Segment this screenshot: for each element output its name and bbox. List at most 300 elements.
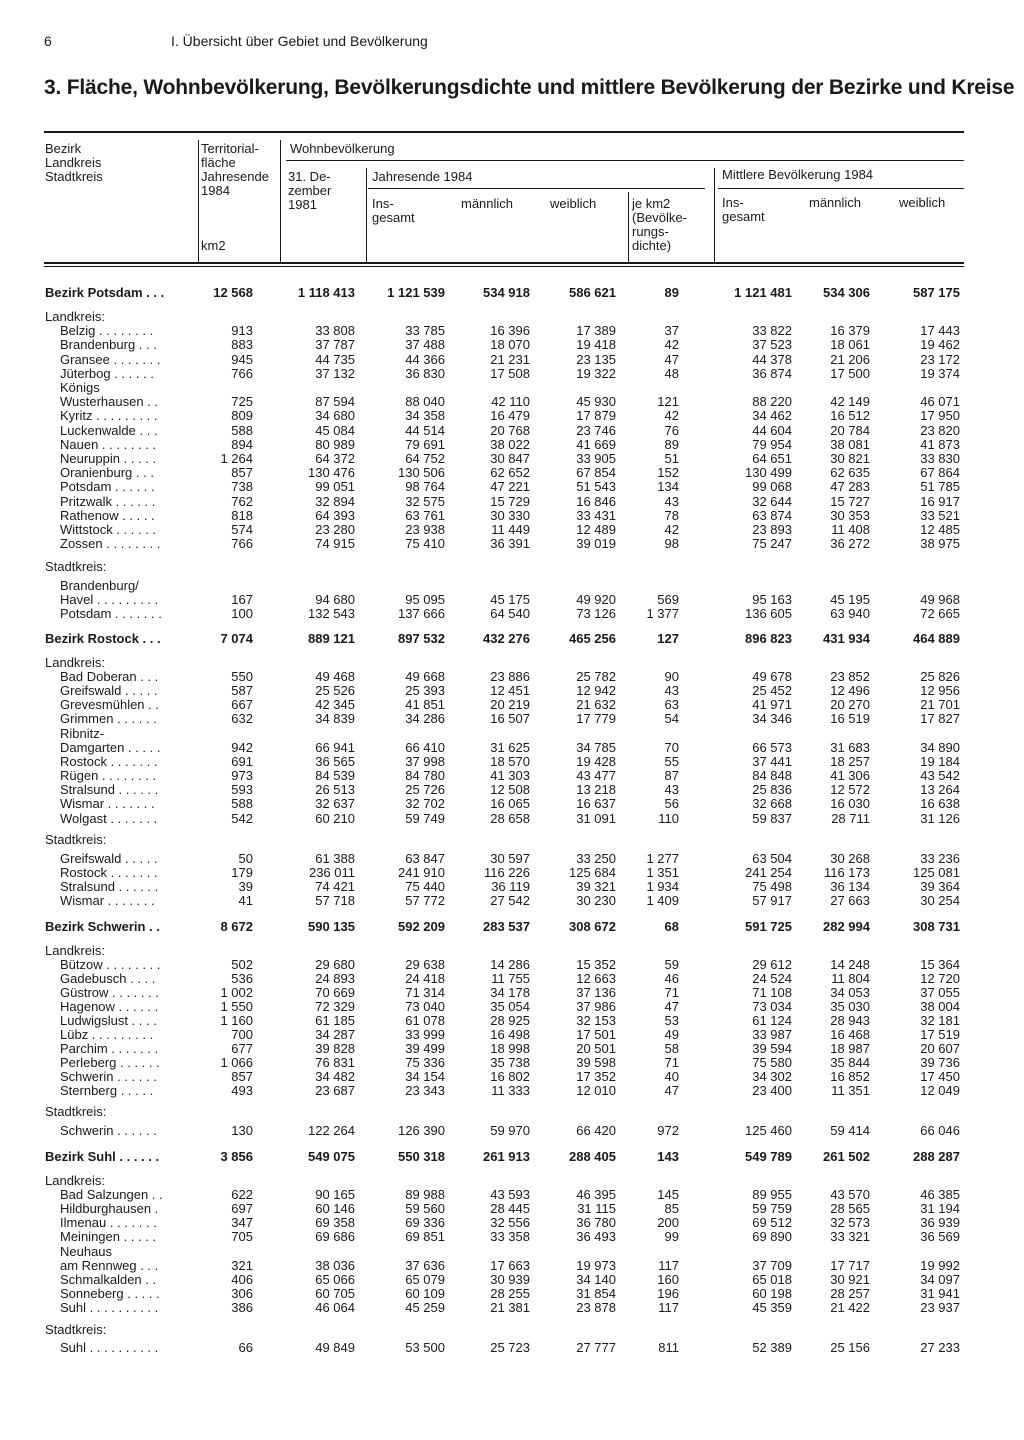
kreis-label: Suhl . . . . . . . . . . — [60, 1340, 159, 1355]
density-cell: 569 — [657, 592, 679, 607]
density-cell: 63 — [664, 697, 679, 712]
avg-female-cell: 36 569 — [920, 1229, 960, 1244]
female1984-cell: 31 854 — [576, 1286, 616, 1301]
area-cell: 677 — [231, 1041, 253, 1056]
kreis-label: Ludwigslust . . . . — [60, 1013, 157, 1028]
density-cell: 43 — [664, 683, 679, 698]
avg-female-cell: 31 194 — [920, 1201, 960, 1216]
kreis-label: Ilmenau . . . . . . . — [60, 1215, 157, 1230]
density-cell: 68 — [664, 919, 679, 934]
pop1981-cell: 26 513 — [315, 782, 355, 797]
kreis-label: Gransee . . . . . . . — [60, 352, 161, 367]
pop1981-cell: 23 687 — [315, 1083, 355, 1098]
kreis-label: Havel . . . . . . . . . — [60, 592, 159, 607]
total1984-cell: 241 910 — [398, 865, 445, 880]
area-cell: 321 — [231, 1258, 253, 1273]
pop1981-cell: 64 393 — [315, 508, 355, 523]
avg-male-cell: 28 711 — [831, 811, 870, 826]
pop1981-cell: 45 084 — [315, 423, 355, 438]
area-cell: 818 — [231, 508, 253, 523]
pop1981-cell: 84 539 — [315, 768, 355, 783]
kreis-label: Luckenwalde . . . — [60, 423, 158, 438]
avg-total-cell: 23 400 — [752, 1083, 792, 1098]
female1984-cell: 16 846 — [576, 494, 616, 509]
total1984-cell: 49 668 — [405, 669, 445, 684]
kreis-label: Neuhaus — [60, 1244, 113, 1259]
pop1981-cell: 590 135 — [308, 919, 355, 934]
avg-male-cell: 18 257 — [830, 754, 870, 769]
density-cell: 58 — [664, 1041, 679, 1056]
area-cell: 705 — [231, 1229, 253, 1244]
female1984-cell: 20 501 — [576, 1041, 616, 1056]
area-cell: 857 — [231, 465, 253, 480]
density-cell: 46 — [664, 971, 679, 986]
avg-female-cell: 41 873 — [920, 437, 960, 452]
area-cell: 587 — [231, 683, 253, 698]
total1984-cell: 33 999 — [405, 1027, 445, 1042]
avg-male-cell: 34 053 — [830, 985, 870, 1000]
density-cell: 1 377 — [646, 606, 679, 621]
header-landkreis: Landkreis — [45, 155, 102, 170]
area-cell: 1 160 — [220, 1013, 253, 1028]
female1984-cell: 39 019 — [576, 536, 616, 551]
male1984-cell: 28 255 — [490, 1286, 530, 1301]
pop1981-cell: 34 287 — [315, 1027, 355, 1042]
header-dez-line3: 1981 — [288, 197, 317, 212]
section-label: Landkreis: — [45, 309, 105, 324]
area-cell: 542 — [231, 811, 253, 826]
female1984-cell: 34 140 — [576, 1272, 616, 1287]
area-cell: 945 — [231, 352, 253, 367]
area-cell: 697 — [231, 1201, 253, 1216]
avg-total-cell: 49 678 — [752, 669, 792, 684]
male1984-cell: 16 498 — [490, 1027, 530, 1042]
avg-male-cell: 431 934 — [823, 631, 870, 646]
density-cell: 1 934 — [646, 879, 679, 894]
female1984-cell: 46 395 — [576, 1187, 616, 1202]
pop1981-cell: 34 482 — [315, 1069, 355, 1084]
total1984-cell: 126 390 — [398, 1123, 445, 1138]
area-cell: 762 — [231, 494, 253, 509]
male1984-cell: 64 540 — [490, 606, 530, 621]
female1984-cell: 27 777 — [576, 1340, 616, 1355]
total1984-cell: 897 532 — [398, 631, 445, 646]
avg-total-cell: 130 499 — [745, 465, 792, 480]
avg-total-cell: 34 346 — [752, 711, 792, 726]
avg-female-cell: 308 731 — [913, 919, 960, 934]
avg-male-cell: 31 683 — [830, 740, 870, 755]
pop1981-cell: 69 686 — [315, 1229, 355, 1244]
total1984-cell: 75 336 — [405, 1055, 445, 1070]
male1984-cell: 45 175 — [490, 592, 530, 607]
kreis-label: Belzig . . . . . . . . — [60, 323, 154, 338]
total1984-cell: 53 500 — [405, 1340, 445, 1355]
section-label: Landkreis: — [45, 943, 105, 958]
male1984-cell: 116 226 — [483, 865, 530, 880]
density-cell: 117 — [658, 1300, 679, 1315]
avg-male-cell: 20 784 — [830, 423, 870, 438]
header-area-unit: km2 — [201, 238, 226, 253]
header-dichte-line3: rungs- — [632, 224, 669, 239]
area-cell: 8 672 — [220, 919, 253, 934]
avg-female-cell: 31 126 — [920, 811, 960, 826]
density-cell: 99 — [664, 1229, 679, 1244]
pop1981-cell: 39 828 — [315, 1041, 355, 1056]
avg-male-cell: 17 500 — [830, 366, 870, 381]
avg-total-cell: 39 594 — [752, 1041, 792, 1056]
male1984-cell: 18 070 — [490, 337, 530, 352]
male1984-cell: 16 396 — [490, 323, 530, 338]
avg-total-cell: 59 759 — [752, 1201, 792, 1216]
avg-female-cell: 51 785 — [920, 479, 960, 494]
avg-male-cell: 11 408 — [831, 522, 870, 537]
total1984-cell: 44 514 — [405, 423, 445, 438]
total1984-cell: 73 040 — [405, 999, 445, 1014]
kreis-label: Grimmen . . . . . . — [60, 711, 157, 726]
total1984-cell: 1 121 539 — [387, 285, 445, 300]
male1984-cell: 16 065 — [490, 796, 530, 811]
kreis-label: am Rennweg . . . — [60, 1258, 159, 1273]
avg-total-cell: 29 612 — [752, 957, 792, 972]
density-cell: 127 — [657, 631, 679, 646]
density-cell: 972 — [657, 1123, 679, 1138]
pop1981-cell: 87 594 — [315, 394, 355, 409]
pop1981-cell: 132 543 — [308, 606, 355, 621]
male1984-cell: 62 652 — [490, 465, 530, 480]
male1984-cell: 11 333 — [491, 1083, 530, 1098]
avg-total-cell: 75 580 — [752, 1055, 792, 1070]
table-title: 3. Fläche, Wohnbevölkerung, Bevölkerungsdichte und mittlere Bevölkerung der Bezirke und Kreise — [44, 76, 1015, 99]
area-cell: 493 — [231, 1083, 253, 1098]
pop1981-cell: 69 358 — [315, 1215, 355, 1230]
male1984-cell: 32 556 — [490, 1215, 530, 1230]
avg-male-cell: 32 573 — [830, 1215, 870, 1230]
header-dichte-line2: (Bevölke- — [632, 210, 687, 225]
avg-total-cell: 69 512 — [752, 1215, 792, 1230]
pop1981-cell: 64 372 — [315, 451, 355, 466]
pop1981-cell: 29 680 — [315, 957, 355, 972]
female1984-cell: 23 746 — [576, 423, 616, 438]
density-cell: 90 — [664, 669, 679, 684]
density-cell: 47 — [664, 1083, 679, 1098]
avg-male-cell: 41 306 — [830, 768, 870, 783]
avg-female-cell: 12 956 — [920, 683, 960, 698]
female1984-cell: 15 352 — [576, 957, 616, 972]
kreis-label: Greifswald . . . . . — [60, 851, 158, 866]
avg-female-cell: 19 992 — [920, 1258, 960, 1273]
female1984-cell: 37 986 — [576, 999, 616, 1014]
total1984-cell: 59 749 — [405, 811, 445, 826]
density-cell: 71 — [664, 1055, 679, 1070]
avg-total-cell: 241 254 — [745, 865, 792, 880]
kreis-label: Gadebusch . . . . — [60, 971, 156, 986]
avg-male-cell: 12 572 — [830, 782, 870, 797]
avg-total-cell: 69 890 — [752, 1229, 792, 1244]
density-cell: 40 — [664, 1069, 679, 1084]
kreis-label: Potsdam . . . . . . — [60, 479, 155, 494]
total1984-cell: 32 702 — [405, 796, 445, 811]
total1984-cell: 34 358 — [405, 408, 445, 423]
total1984-cell: 66 410 — [405, 740, 445, 755]
male1984-cell: 16 507 — [490, 711, 530, 726]
pop1981-cell: 70 669 — [315, 985, 355, 1000]
avg-female-cell: 27 233 — [920, 1340, 960, 1355]
female1984-cell: 36 493 — [576, 1229, 616, 1244]
area-cell: 536 — [231, 971, 253, 986]
density-cell: 160 — [657, 1272, 679, 1287]
pop1981-cell: 74 421 — [315, 879, 355, 894]
avg-male-cell: 16 030 — [830, 796, 870, 811]
area-cell: 550 — [231, 669, 253, 684]
avg-female-cell: 33 830 — [920, 451, 960, 466]
total1984-cell: 24 418 — [405, 971, 445, 986]
avg-female-cell: 38 004 — [920, 999, 960, 1014]
avg-female-cell: 19 374 — [920, 366, 960, 381]
area-cell: 12 568 — [213, 285, 253, 300]
density-cell: 76 — [664, 423, 679, 438]
avg-male-cell: 36 272 — [830, 536, 870, 551]
male1984-cell: 14 286 — [490, 957, 530, 972]
area-cell: 306 — [231, 1286, 253, 1301]
female1984-cell: 37 136 — [576, 985, 616, 1000]
female1984-cell: 34 785 — [576, 740, 616, 755]
kreis-label: Bützow . . . . . . . . — [60, 957, 161, 972]
avg-female-cell: 46 385 — [920, 1187, 960, 1202]
density-cell: 47 — [664, 352, 679, 367]
header-jahr-ins-line1: Ins- — [372, 196, 394, 211]
pop1981-cell: 60 210 — [315, 811, 355, 826]
avg-female-cell: 37 055 — [920, 985, 960, 1000]
avg-male-cell: 16 512 — [830, 408, 870, 423]
total1984-cell: 33 785 — [405, 323, 445, 338]
kreis-label: Schwerin . . . . . . — [60, 1069, 157, 1084]
kreis-label: Rostock . . . . . . . — [60, 865, 158, 880]
kreis-label: Ribnitz- — [60, 726, 105, 741]
avg-female-cell: 34 890 — [920, 740, 960, 755]
female1984-cell: 45 930 — [576, 394, 616, 409]
male1984-cell: 18 570 — [490, 754, 530, 769]
density-cell: 89 — [664, 285, 679, 300]
section-label: Landkreis: — [45, 655, 105, 670]
density-cell: 55 — [664, 754, 679, 769]
avg-total-cell: 95 163 — [752, 592, 792, 607]
avg-female-cell: 72 665 — [920, 606, 960, 621]
area-cell: 857 — [231, 1069, 253, 1084]
avg-female-cell: 23 937 — [920, 1300, 960, 1315]
female1984-cell: 125 684 — [569, 865, 616, 880]
pop1981-cell: 49 849 — [315, 1340, 355, 1355]
bezirk-label: Bezirk Schwerin . . — [45, 919, 160, 934]
male1984-cell: 17 508 — [490, 366, 530, 381]
pop1981-cell: 37 787 — [315, 337, 355, 352]
density-cell: 78 — [664, 508, 679, 523]
female1984-cell: 67 854 — [576, 465, 616, 480]
header-dez-line2: zember — [288, 183, 332, 198]
avg-female-cell: 33 236 — [920, 851, 960, 866]
total1984-cell: 57 772 — [405, 893, 445, 908]
avg-male-cell: 62 635 — [830, 465, 870, 480]
pop1981-cell: 1 118 413 — [297, 285, 355, 300]
avg-female-cell: 43 542 — [920, 768, 960, 783]
area-cell: 809 — [231, 408, 253, 423]
avg-male-cell: 28 565 — [830, 1201, 870, 1216]
area-cell: 632 — [231, 711, 253, 726]
male1984-cell: 25 723 — [490, 1340, 530, 1355]
avg-male-cell: 14 248 — [830, 957, 870, 972]
female1984-cell: 19 322 — [576, 366, 616, 381]
section-label: Stadtkreis: — [45, 1104, 107, 1119]
area-cell: 7 074 — [220, 631, 253, 646]
total1984-cell: 592 209 — [398, 919, 445, 934]
pop1981-cell: 122 264 — [308, 1123, 355, 1138]
avg-total-cell: 63 874 — [752, 508, 792, 523]
female1984-cell: 39 598 — [576, 1055, 616, 1070]
kreis-label: Brandenburg . . . — [60, 337, 157, 352]
page-number: 6 — [44, 33, 52, 49]
avg-male-cell: 30 821 — [830, 451, 870, 466]
density-cell: 42 — [664, 522, 679, 537]
avg-total-cell: 33 822 — [752, 323, 792, 338]
avg-male-cell: 28 943 — [830, 1013, 870, 1028]
female1984-cell: 43 477 — [576, 768, 616, 783]
header-stadtkreis: Stadtkreis — [45, 169, 103, 184]
pop1981-cell: 99 051 — [315, 479, 355, 494]
total1984-cell: 36 830 — [405, 366, 445, 381]
kreis-label: Bad Salzungen . . — [60, 1187, 163, 1202]
pop1981-cell: 65 066 — [315, 1272, 355, 1287]
male1984-cell: 47 221 — [490, 479, 530, 494]
total1984-cell: 45 259 — [405, 1300, 445, 1315]
pop1981-cell: 66 941 — [315, 740, 355, 755]
avg-female-cell: 39 364 — [920, 879, 960, 894]
total1984-cell: 63 761 — [405, 508, 445, 523]
kreis-label: Stralsund . . . . . . — [60, 879, 159, 894]
kreis-label: Wolgast . . . . . . . — [60, 811, 158, 826]
female1984-cell: 39 321 — [576, 879, 616, 894]
female1984-cell: 17 501 — [576, 1027, 616, 1042]
female1984-cell: 23 135 — [576, 352, 616, 367]
male1984-cell: 30 330 — [490, 508, 530, 523]
kreis-label: Wismar . . . . . . . — [60, 796, 155, 811]
avg-total-cell: 33 987 — [752, 1027, 792, 1042]
male1984-cell: 41 303 — [490, 768, 530, 783]
avg-male-cell: 18 987 — [830, 1041, 870, 1056]
kreis-label: Perleberg . . . . . . — [60, 1055, 160, 1070]
kreis-label: Potsdam . . . . . . . — [60, 606, 162, 621]
avg-male-cell: 12 496 — [830, 683, 870, 698]
male1984-cell: 23 886 — [490, 669, 530, 684]
avg-male-cell: 27 663 — [830, 893, 870, 908]
pop1981-cell: 36 565 — [315, 754, 355, 769]
density-cell: 1 409 — [646, 893, 679, 908]
avg-total-cell: 44 604 — [752, 423, 792, 438]
avg-male-cell: 18 061 — [830, 337, 870, 352]
area-cell: 406 — [231, 1272, 253, 1287]
area-cell: 588 — [231, 423, 253, 438]
avg-total-cell: 88 220 — [752, 394, 792, 409]
kreis-label: Güstrow . . . . . . . — [60, 985, 159, 1000]
density-cell: 43 — [664, 494, 679, 509]
header-mitt-maennlich: männlich — [809, 195, 862, 210]
pop1981-cell: 25 526 — [315, 683, 355, 698]
avg-male-cell: 20 270 — [830, 697, 870, 712]
area-cell: 179 — [231, 865, 253, 880]
density-cell: 70 — [664, 740, 679, 755]
avg-female-cell: 12 720 — [920, 971, 960, 986]
female1984-cell: 17 352 — [576, 1069, 616, 1084]
density-cell: 134 — [657, 479, 679, 494]
avg-female-cell: 25 826 — [920, 669, 960, 684]
pop1981-cell: 32 637 — [315, 796, 355, 811]
header-dichte-line4: dichte) — [632, 238, 672, 253]
pop1981-cell: 33 808 — [315, 323, 355, 338]
male1984-cell: 30 939 — [490, 1272, 530, 1287]
pop1981-cell: 57 718 — [315, 893, 355, 908]
avg-female-cell: 31 941 — [920, 1286, 960, 1301]
avg-male-cell: 30 353 — [830, 508, 870, 523]
area-cell: 1 066 — [220, 1055, 253, 1070]
avg-male-cell: 30 268 — [830, 851, 870, 866]
avg-total-cell: 52 389 — [752, 1340, 792, 1355]
avg-male-cell: 28 257 — [830, 1286, 870, 1301]
avg-total-cell: 896 823 — [745, 631, 792, 646]
male1984-cell: 30 597 — [490, 851, 530, 866]
bezirk-label: Bezirk Suhl . . . . . . — [45, 1149, 160, 1164]
density-cell: 42 — [664, 337, 679, 352]
kreis-label: Greifswald . . . . . — [60, 683, 158, 698]
avg-total-cell: 1 121 481 — [734, 285, 792, 300]
avg-female-cell: 39 736 — [920, 1055, 960, 1070]
avg-male-cell: 45 195 — [830, 592, 870, 607]
header-jahr-maennlich: männlich — [461, 196, 514, 211]
avg-total-cell: 591 725 — [745, 919, 792, 934]
area-cell: 50 — [238, 851, 253, 866]
total1984-cell: 69 851 — [405, 1229, 445, 1244]
area-cell: 894 — [231, 437, 253, 452]
avg-total-cell: 549 789 — [745, 1149, 792, 1164]
female1984-cell: 73 126 — [576, 606, 616, 621]
kreis-label: Königs — [60, 380, 100, 395]
male1984-cell: 28 658 — [490, 811, 530, 826]
area-cell: 130 — [231, 1123, 253, 1138]
total1984-cell: 34 154 — [405, 1069, 445, 1084]
female1984-cell: 12 010 — [576, 1083, 616, 1098]
pop1981-cell: 60 146 — [315, 1201, 355, 1216]
area-cell: 66 — [238, 1340, 253, 1355]
area-cell: 167 — [231, 592, 253, 607]
density-cell: 47 — [664, 999, 679, 1014]
total1984-cell: 98 764 — [405, 479, 445, 494]
pop1981-cell: 37 132 — [315, 366, 355, 381]
avg-female-cell: 17 950 — [920, 408, 960, 423]
female1984-cell: 33 431 — [576, 508, 616, 523]
avg-total-cell: 34 302 — [752, 1069, 792, 1084]
avg-male-cell: 534 306 — [823, 285, 870, 300]
pop1981-cell: 38 036 — [315, 1258, 355, 1273]
area-cell: 725 — [231, 394, 253, 409]
male1984-cell: 27 542 — [490, 893, 530, 908]
kreis-label: Neuruppin . . . . . — [60, 451, 157, 466]
female1984-cell: 12 942 — [576, 683, 616, 698]
density-cell: 49 — [664, 1027, 679, 1042]
total1984-cell: 550 318 — [398, 1149, 445, 1164]
female1984-cell: 16 637 — [576, 796, 616, 811]
section-label: Landkreis: — [45, 1173, 105, 1188]
avg-female-cell: 33 521 — [920, 508, 960, 523]
pop1981-cell: 80 989 — [315, 437, 355, 452]
total1984-cell: 95 095 — [405, 592, 445, 607]
header-jahresende-1984: Jahresende 1984 — [372, 169, 473, 184]
